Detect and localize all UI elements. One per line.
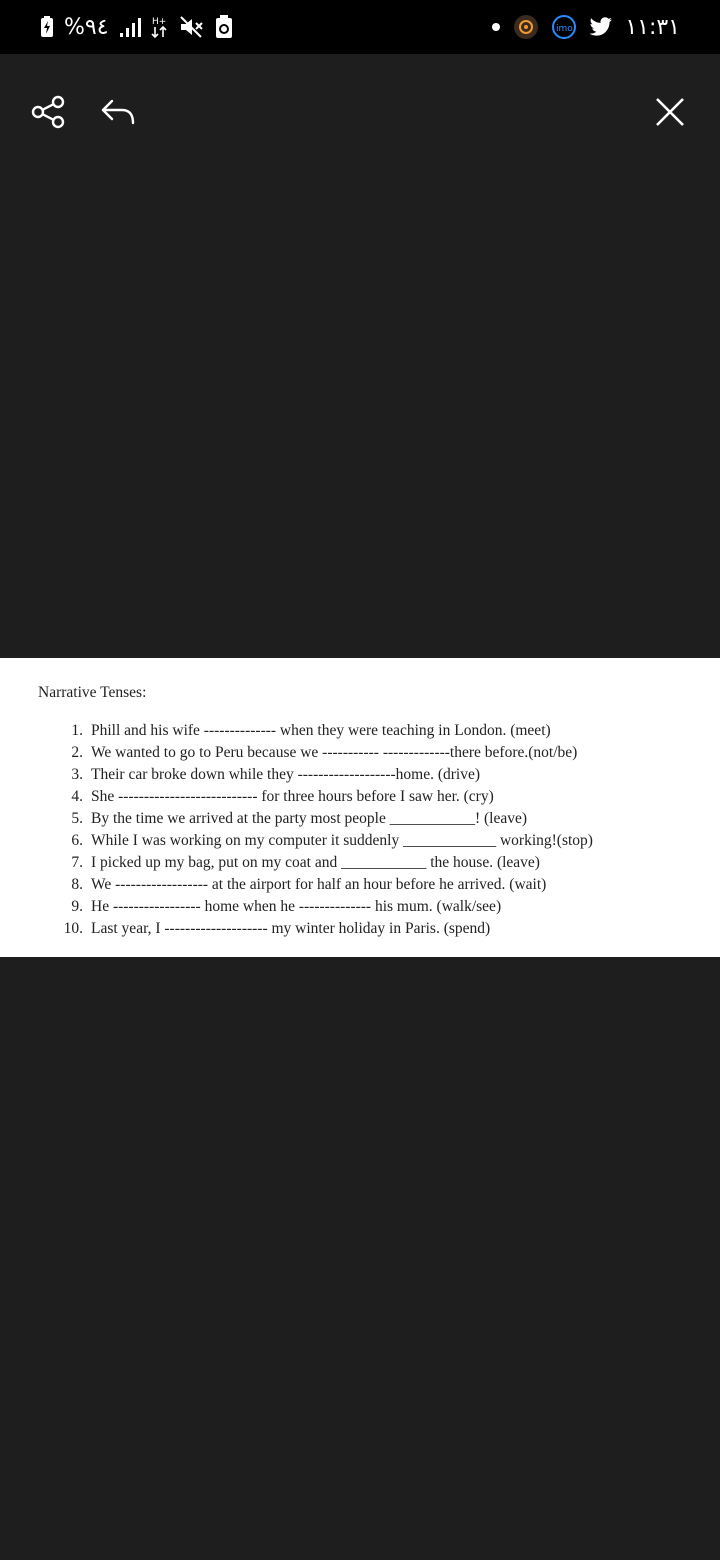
close-button[interactable]	[650, 92, 690, 132]
item-text: I picked up my bag, put on my coat and ___________ the house. (leave)	[91, 854, 540, 871]
list-item	[38, 852, 698, 874]
item-number: 9.	[71, 898, 83, 915]
item-number: 8.	[71, 876, 83, 893]
status-left-group	[40, 12, 233, 42]
viewer-toolbar	[0, 54, 720, 164]
status-right-group	[491, 12, 680, 42]
list-item	[38, 896, 698, 918]
list-item	[38, 786, 698, 808]
list-item	[38, 874, 698, 896]
imo-icon	[551, 14, 577, 40]
item-text: Last year, I -------------------- my winter holiday in Paris. (spend)	[91, 920, 491, 937]
reply-button[interactable]	[98, 92, 138, 132]
item-number: 3.	[71, 766, 83, 783]
item-number: 7.	[71, 854, 83, 871]
item-text: Their car broke down while they -------------------home. (drive)	[91, 766, 481, 783]
item-text: We wanted to go to Peru because we ----------- -------------there before.(not/be)	[91, 744, 578, 761]
app-icon	[513, 14, 539, 40]
share-icon	[31, 95, 65, 129]
network-type-label: H+	[151, 17, 166, 27]
item-text: He ----------------- home when he -------------- his mum. (walk/see)	[91, 898, 502, 915]
reply-icon	[100, 97, 136, 127]
twitter-icon	[589, 16, 613, 38]
exercise-list	[38, 720, 698, 940]
share-button[interactable]	[28, 92, 68, 132]
recycle-icon	[215, 15, 233, 39]
attached-image[interactable]	[0, 658, 720, 957]
list-item	[38, 808, 698, 830]
close-icon	[654, 96, 686, 128]
dot-icon	[491, 22, 501, 32]
mute-icon	[179, 15, 205, 39]
worksheet	[38, 684, 698, 940]
worksheet-title: Narrative Tenses:	[38, 684, 147, 701]
item-text: By the time we arrived at the party most people ___________! (leave)	[91, 810, 528, 827]
item-number: 1.	[71, 722, 83, 739]
item-number: 10.	[63, 920, 83, 937]
item-number: 2.	[71, 744, 83, 761]
status-bar	[0, 0, 720, 54]
list-item	[38, 720, 698, 742]
signal-icon	[119, 16, 141, 38]
list-item	[38, 918, 698, 940]
list-item	[38, 830, 698, 852]
item-text: While I was working on my computer it suddenly ____________ working!(stop)	[91, 832, 593, 849]
item-number: 6.	[71, 832, 83, 849]
item-number: 4.	[71, 788, 83, 805]
list-item	[38, 764, 698, 786]
battery-percentage: %٩٤	[64, 14, 109, 40]
list-item	[38, 742, 698, 764]
data-icon	[151, 14, 169, 40]
item-text: She --------------------------- for three hours before I saw her. (cry)	[91, 788, 494, 805]
item-text: We ------------------ at the airport for half an hour before he arrived. (wait)	[91, 876, 547, 893]
svg-text:imo: imo	[556, 24, 574, 34]
battery-charging-icon	[40, 16, 54, 38]
item-text: Phill and his wife -------------- when they were teaching in London. (meet)	[91, 722, 551, 739]
clock-time: ١١:٣١	[625, 14, 680, 40]
item-number: 5.	[71, 810, 83, 827]
